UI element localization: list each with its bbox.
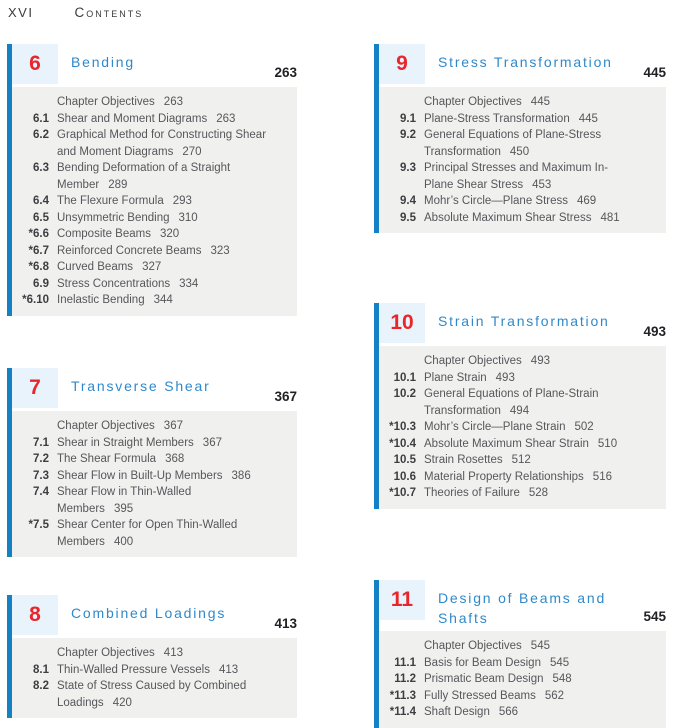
section-title: Fully Stressed Beams — [424, 689, 536, 702]
section-number: 10.1 — [393, 371, 416, 384]
section-title-and-page — [57, 193, 293, 210]
section-title-and-page — [424, 160, 662, 193]
section-number: 6.1 — [33, 112, 49, 125]
section-title: Shear and Moment Diagrams — [57, 112, 208, 125]
chapter-number: 8 — [12, 595, 58, 635]
chapter-start-page: 545 — [643, 609, 666, 624]
section-number: *6.6 — [28, 228, 49, 240]
section-title: General Equations of Plane-Stress Transformation — [424, 129, 602, 158]
toc-entry — [12, 127, 293, 160]
section-title-and-page — [57, 276, 293, 293]
chapter-accent-bar — [7, 368, 12, 557]
section-title: Stress Concentrations — [57, 277, 171, 290]
chapter-accent-bar — [374, 580, 379, 728]
chapter-block-10 — [374, 303, 666, 509]
section-title-and-page — [424, 370, 662, 387]
section-title-and-page — [424, 436, 662, 453]
folio-page-number: XVI — [8, 5, 34, 20]
section-title-and-page — [424, 419, 662, 436]
section-title: Plane Strain — [424, 371, 487, 384]
chapter-accent-bar — [374, 44, 379, 233]
toc-entry — [379, 485, 662, 502]
section-number: 10.6 — [393, 470, 416, 483]
chapter-header — [12, 44, 297, 84]
section-number: 8.2 — [33, 680, 49, 692]
chapter-start-page: 493 — [643, 324, 666, 339]
section-list — [379, 346, 666, 509]
section-title-and-page — [424, 111, 662, 128]
section-title-and-page — [424, 193, 662, 210]
section-title: Absolute Maximum Shear Stress — [424, 211, 592, 224]
toc-entry — [379, 419, 662, 436]
section-number: *6.10 — [22, 294, 49, 306]
section-title: Chapter Objectives — [57, 647, 155, 659]
section-page-number: 545 — [549, 656, 570, 669]
section-page-number: 450 — [509, 145, 530, 158]
section-title-and-page — [424, 469, 662, 486]
section-title-and-page — [57, 662, 293, 679]
section-page-number: 263 — [216, 112, 236, 125]
section-number: *10.4 — [389, 437, 416, 450]
chapter-title: Strain Transformation — [438, 313, 610, 329]
toc-entry — [12, 435, 293, 452]
section-number — [379, 94, 416, 111]
section-page-number: 566 — [498, 706, 519, 718]
toc-entry — [379, 436, 662, 453]
section-number: 7.4 — [33, 486, 49, 498]
section-page-number: 367 — [202, 436, 222, 449]
contents-heading: Contents — [74, 5, 144, 20]
toc-entry — [12, 276, 293, 293]
toc-entry — [379, 655, 662, 672]
section-title: Strain Rosettes — [424, 454, 503, 466]
chapter-accent-bar — [374, 303, 379, 509]
section-page-number: 562 — [544, 689, 565, 702]
toc-entry — [12, 645, 293, 662]
toc-entry — [12, 259, 293, 276]
chapter-accent-bar — [7, 44, 12, 316]
section-page-number: 320 — [159, 228, 180, 240]
chapter-block-8 — [7, 595, 297, 718]
section-title-and-page — [424, 655, 662, 672]
section-page-number: 395 — [113, 502, 134, 515]
chapter-start-page: 263 — [274, 65, 297, 80]
section-title-and-page — [424, 671, 662, 688]
chapter-block-6 — [7, 44, 297, 316]
toc-entry — [379, 638, 662, 655]
section-title-and-page — [57, 678, 293, 711]
section-page-number: 413 — [163, 647, 183, 659]
section-title-and-page — [57, 210, 293, 227]
section-number: 6.3 — [33, 162, 49, 174]
section-title-and-page — [57, 418, 293, 435]
section-title: Mohr’s Circle—Plane Strain — [424, 421, 566, 433]
section-page-number: 445 — [578, 112, 598, 125]
section-title: Plane-Stress Transformation — [424, 112, 570, 125]
section-number: *6.8 — [28, 261, 49, 273]
chapter-title: Bending — [71, 54, 135, 70]
section-page-number: 323 — [210, 244, 230, 257]
section-title: Shear Center for Open Thin-Walled Members — [57, 519, 238, 548]
section-title: Curved Beams — [57, 261, 134, 273]
chapter-header — [379, 580, 666, 628]
toc-entry — [12, 484, 293, 517]
section-title: Chapter Objectives — [424, 640, 522, 652]
section-page-number: 400 — [113, 535, 134, 548]
section-list — [12, 638, 297, 718]
section-title-and-page — [424, 638, 662, 655]
chapter-title: Transverse Shear — [71, 378, 211, 394]
section-page-number: 420 — [112, 696, 132, 709]
toc-entry — [379, 469, 662, 486]
toc-entry — [12, 292, 293, 309]
section-page-number: 293 — [172, 195, 192, 207]
section-title: Mohr’s Circle—Plane Stress — [424, 195, 569, 207]
section-title-and-page — [57, 243, 293, 260]
section-title-and-page — [424, 94, 662, 111]
section-number — [379, 638, 416, 655]
section-number — [12, 94, 49, 111]
section-number: 9.4 — [400, 195, 416, 207]
chapter-number: 6 — [12, 44, 58, 84]
section-page-number: 386 — [231, 469, 251, 482]
chapter-block-7 — [7, 368, 297, 557]
section-page-number: 368 — [165, 453, 185, 465]
section-title-and-page — [424, 353, 662, 370]
toc-entry — [379, 386, 662, 419]
section-title: General Equations of Plane-Strain Transformation — [424, 388, 599, 417]
section-title-and-page — [57, 160, 293, 193]
toc-entry — [379, 160, 662, 193]
section-number — [12, 645, 49, 662]
toc-entry — [12, 94, 293, 111]
section-number: 6.5 — [33, 211, 49, 224]
section-page-number: 367 — [163, 420, 183, 432]
section-title: Basis for Beam Design — [424, 656, 541, 669]
section-number: 6.4 — [33, 195, 49, 207]
toc-entry — [379, 671, 662, 688]
section-title: Graphical Method for Constructing Shear and Moment Diagrams — [57, 129, 267, 158]
section-page-number: 528 — [528, 487, 549, 499]
section-title: Material Property Relationships — [424, 470, 584, 483]
section-page-number: 545 — [530, 640, 550, 652]
section-title: Composite Beams — [57, 228, 151, 240]
section-title-and-page — [57, 645, 293, 662]
section-page-number: 481 — [600, 211, 620, 224]
section-title-and-page — [57, 292, 293, 309]
section-list — [12, 87, 297, 316]
toc-entry — [12, 662, 293, 679]
section-number: 6.2 — [33, 129, 49, 141]
section-title: The Shear Formula — [57, 453, 157, 465]
chapter-start-page: 445 — [643, 65, 666, 80]
chapter-header — [379, 44, 666, 84]
section-list — [379, 631, 666, 728]
chapter-header — [12, 595, 297, 635]
section-title: Inelastic Bending — [57, 294, 145, 306]
section-title-and-page — [57, 484, 293, 517]
section-number: *11.4 — [389, 706, 416, 718]
section-number: 11.1 — [394, 656, 416, 669]
chapter-number: 11 — [379, 580, 425, 620]
section-title-and-page — [57, 451, 293, 468]
section-title: Shear Flow in Built-Up Members — [57, 469, 223, 482]
section-number: 7.2 — [33, 453, 49, 465]
toc-entry — [12, 226, 293, 243]
toc-entry — [379, 210, 662, 227]
section-number: 6.9 — [33, 277, 49, 290]
section-title: Chapter Objectives — [424, 96, 522, 108]
chapter-start-page: 413 — [274, 616, 297, 631]
toc-entry — [379, 704, 662, 721]
section-title: Chapter Objectives — [57, 420, 155, 432]
chapter-header — [12, 368, 297, 408]
section-page-number: 469 — [577, 195, 597, 207]
chapter-header — [379, 303, 666, 343]
toc-entry — [379, 353, 662, 370]
chapter-start-page: 367 — [274, 389, 297, 404]
section-page-number: 344 — [153, 294, 173, 306]
section-number: 9.1 — [400, 112, 416, 125]
section-title: Bending Deformation of a Straight Member — [57, 162, 231, 191]
section-title: State of Stress Caused by Combined Loadings — [57, 680, 247, 709]
toc-entry — [379, 127, 662, 160]
toc-entry — [12, 451, 293, 468]
section-page-number: 263 — [163, 96, 183, 108]
section-title: Reinforced Concrete Beams — [57, 244, 202, 257]
section-number — [12, 418, 49, 435]
section-number: 9.3 — [400, 162, 416, 174]
section-title-and-page — [57, 226, 293, 243]
section-page-number: 512 — [511, 454, 531, 466]
section-title: Shear in Straight Members — [57, 436, 194, 449]
toc-entry — [12, 193, 293, 210]
section-title: Unsymmetric Bending — [57, 211, 170, 224]
toc-entry — [12, 468, 293, 485]
chapter-block-11 — [374, 580, 666, 728]
toc-entry — [379, 452, 662, 469]
section-number: *11.3 — [389, 689, 416, 702]
page-header — [8, 4, 658, 22]
section-title: Chapter Objectives — [57, 96, 155, 108]
toc-entry — [12, 418, 293, 435]
section-title-and-page — [424, 688, 662, 705]
toc-entry — [379, 111, 662, 128]
section-list — [379, 87, 666, 233]
section-title-and-page — [57, 468, 293, 485]
section-title-and-page — [424, 485, 662, 502]
section-page-number: 510 — [597, 437, 618, 450]
section-title: Theories of Failure — [424, 487, 520, 499]
section-page-number: 270 — [182, 145, 202, 158]
section-number: *6.7 — [28, 244, 49, 257]
section-number: 10.2 — [393, 388, 416, 400]
section-number: 9.2 — [400, 129, 416, 141]
section-title-and-page — [57, 435, 293, 452]
section-title: Shaft Design — [424, 706, 490, 718]
section-number: 10.5 — [393, 454, 416, 466]
chapter-number: 10 — [379, 303, 425, 343]
toc-entry — [12, 243, 293, 260]
chapter-accent-bar — [7, 595, 12, 718]
section-title-and-page — [57, 517, 293, 550]
section-title: Thin-Walled Pressure Vessels — [57, 663, 210, 676]
section-number: 7.3 — [33, 469, 49, 482]
section-page-number: 493 — [530, 355, 550, 367]
section-title-and-page — [57, 127, 293, 160]
section-title-and-page — [424, 210, 662, 227]
section-title: Chapter Objectives — [424, 355, 522, 367]
section-title-and-page — [424, 452, 662, 469]
section-page-number: 494 — [509, 404, 530, 417]
chapter-block-9 — [374, 44, 666, 233]
section-page-number: 493 — [495, 371, 515, 384]
section-number: *10.7 — [389, 487, 416, 499]
section-title: Prismatic Beam Design — [424, 673, 544, 685]
section-page-number: 327 — [142, 261, 162, 273]
section-page-number: 310 — [178, 211, 198, 224]
toc-entry — [379, 193, 662, 210]
section-page-number: 445 — [530, 96, 550, 108]
section-title-and-page — [57, 259, 293, 276]
section-number: 9.5 — [400, 211, 416, 224]
toc-entry — [12, 678, 293, 711]
section-title-and-page — [57, 111, 293, 128]
section-page-number: 289 — [108, 178, 128, 191]
toc-entry — [12, 111, 293, 128]
toc-entry — [379, 370, 662, 387]
toc-entry — [379, 688, 662, 705]
section-page-number: 502 — [574, 421, 594, 433]
section-number: 7.1 — [33, 436, 49, 449]
chapter-title: Stress Transformation — [438, 54, 613, 70]
section-title: Absolute Maximum Shear Strain — [424, 437, 589, 450]
section-number: *7.5 — [28, 519, 49, 531]
section-number: 8.1 — [33, 663, 49, 676]
section-title: Principal Stresses and Maximum In-Plane Shear Stress — [424, 162, 609, 191]
section-page-number: 516 — [592, 470, 612, 483]
chapter-title: Combined Loadings — [71, 605, 227, 621]
section-page-number: 548 — [552, 673, 572, 685]
section-title: The Flexure Formula — [57, 195, 164, 207]
section-number: *10.3 — [389, 421, 416, 433]
chapter-number: 9 — [379, 44, 425, 84]
section-number: 11.2 — [394, 673, 416, 685]
toc-entry — [12, 160, 293, 193]
section-page-number: 453 — [532, 178, 552, 191]
section-title-and-page — [424, 704, 662, 721]
section-title: Shear Flow in Thin-Walled Members — [57, 486, 192, 515]
toc-entry — [12, 517, 293, 550]
section-page-number: 334 — [179, 277, 199, 290]
section-page-number: 413 — [218, 663, 239, 676]
toc-entry — [12, 210, 293, 227]
section-title-and-page — [424, 386, 662, 419]
section-title-and-page — [424, 127, 662, 160]
section-title-and-page — [57, 94, 293, 111]
section-number — [379, 353, 416, 370]
section-list — [12, 411, 297, 557]
chapter-number: 7 — [12, 368, 58, 408]
toc-entry — [379, 94, 662, 111]
chapter-title: Design of Beams and Shafts — [438, 590, 607, 626]
